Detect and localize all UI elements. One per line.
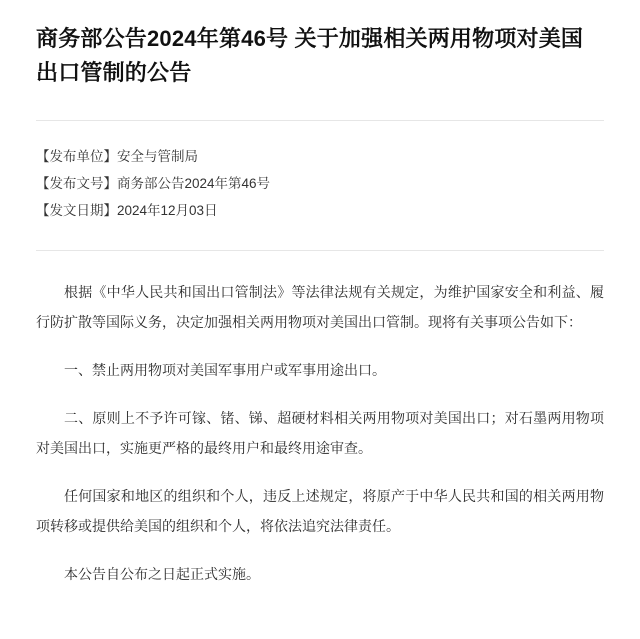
body-paragraph-5: 本公告自公布之日起正式实施。 (64, 566, 260, 582)
document-body (36, 251, 604, 589)
metadata-row-issue-date (36, 197, 604, 224)
metadata-row-publisher (36, 143, 604, 170)
body-paragraph-3: 二、原则上不予许可镓、锗、锑、超硬材料相关两用物项对美国出口；对石墨两用物项对美国出口，实施更严格的最终用户和最终用途审查。 (36, 410, 604, 456)
metadata-value-publisher: 安全与管制局 (117, 149, 198, 164)
body-paragraph-1: 根据《中华人民共和国出口管制法》等法律法规有关规定，为维护国家安全和利益、履行防扩散等国际义务，决定加强相关两用物项对美国出口管制。现将有关事项公告如下： (36, 284, 604, 330)
body-paragraph-2: 一、禁止两用物项对美国军事用户或军事用途出口。 (64, 362, 386, 378)
metadata-row-document-number (36, 170, 604, 197)
metadata-value-document-number: 商务部公告2024年第46号 (117, 176, 271, 191)
metadata-label-document-number: 【发布文号】 (36, 176, 117, 191)
metadata-value-issue-date: 2024年12月03日 (117, 203, 218, 218)
metadata-label-publisher: 【发布单位】 (36, 149, 117, 164)
document-metadata (36, 121, 604, 250)
metadata-label-issue-date: 【发文日期】 (36, 203, 117, 218)
page-title: 商务部公告2024年第46号 关于加强相关两用物项对美国出口管制的公告 (36, 26, 584, 85)
body-paragraph-4: 任何国家和地区的组织和个人，违反上述规定，将原产于中华人民共和国的相关两用物项转移或提供给美国的组织和个人，将依法追究法律责任。 (36, 488, 604, 534)
